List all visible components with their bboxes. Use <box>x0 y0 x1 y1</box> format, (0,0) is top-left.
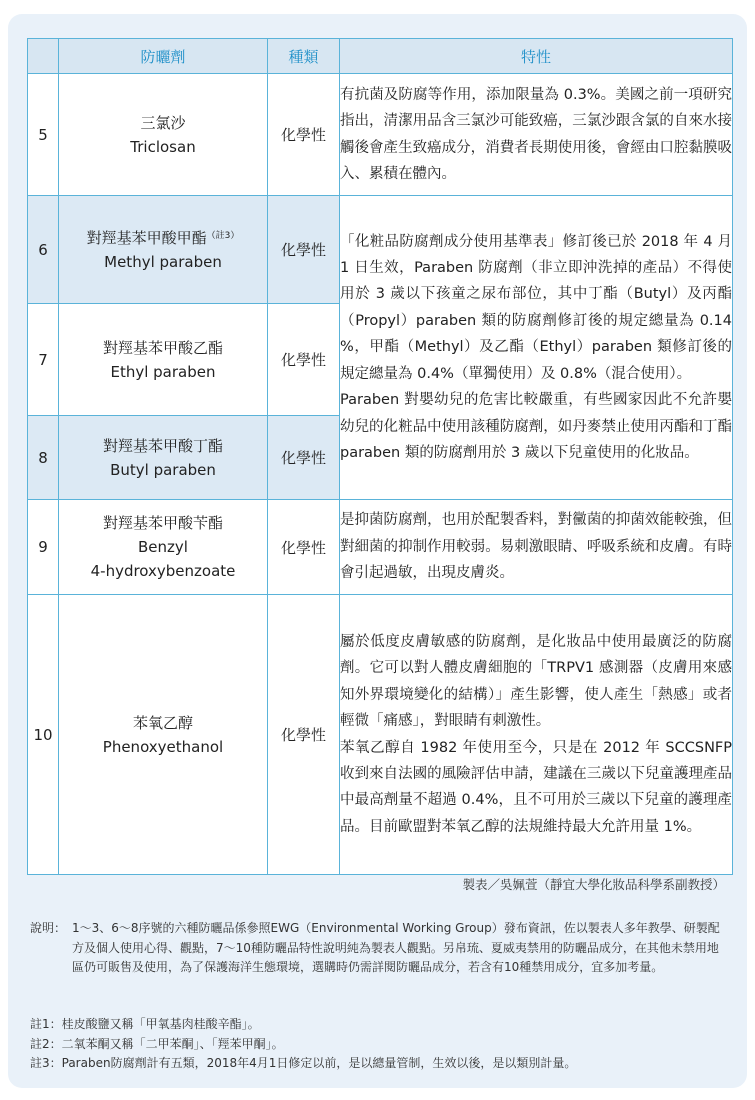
row-number: 5 <box>28 74 59 196</box>
sunscreen-table <box>27 38 733 875</box>
description-text-2: 苯氧乙醇自 1982 年使用至今，只是在 2012 年 SCCSNFP 收到來自法國的風險評估申請，建議在三歲以下兒童護理產品中最高劑量不超過 0.4%，且不可用於三歲以下兒童的護理產品。目前歐盟對苯氧乙醇的法規維持最大允許用量 1%。 <box>340 739 732 835</box>
sunscreen-type: 化學性 <box>268 304 340 416</box>
row-number: 8 <box>28 416 59 500</box>
name-chinese: 對羥基苯甲酸甲酯 <box>86 228 207 247</box>
name-chinese: 三氯沙 <box>140 113 186 132</box>
sunscreen-type: 化學性 <box>268 74 340 196</box>
name-chinese: 對羥基苯甲酸苄酯 <box>102 514 223 532</box>
name-chinese: 苯氧乙醇 <box>132 713 193 732</box>
name-english: Benzyl <box>138 538 188 556</box>
sunscreen-name <box>59 416 268 500</box>
table-row <box>28 500 733 595</box>
footnote-1: 註1：桂皮酸鹽又稱「甲氧基肉桂酸辛酯」。 <box>30 1017 260 1031</box>
footnote-3: 註3：Paraben防腐劑計有五類，2018年4月1日修定以前，是以總量管制，生效以後，是以類別計量。 <box>30 1056 577 1070</box>
description-text-2: Paraben 對嬰幼兒的危害比較嚴重，有些國家因此不允許嬰幼兒的化粧品中使用該種防腐劑，如丹麥禁止使用丙酯和丁酯 paraben 類的防腐劑用於 3 歲以下兒童使用的化妝品。 <box>340 392 732 461</box>
sunscreen-description <box>340 74 733 196</box>
name-english: Ethyl paraben <box>110 362 216 381</box>
name-english: Phenoxyethanol <box>102 737 224 756</box>
table-row <box>28 595 733 875</box>
footnote-2: 註2：二氧苯酮又稱「二甲苯酮」、「羥苯甲酮」。 <box>30 1036 284 1051</box>
name-english: Triclosan <box>130 137 196 156</box>
explanation-text: 1～3、6～8序號的六種防曬品係參照EWG（Environmental Working Group）發布資訊，佐以製表人多年教學、研製配方及個人使用心得、觀點，7～10種防曬品特性說明純為製表人觀點。另帛琉、夏威夷禁用的防曬品成分，在其他未禁用地區仍可販售及使用，為了保護海洋生態環境，選購時仍需詳閱防曬品成分，若含有10種禁用成分，宜多加考量。 <box>72 921 720 974</box>
name-chinese: 對羥基苯甲酸乙酯 <box>102 338 223 357</box>
table-credit: 製表／吳姵萱（靜宜大學化妝品科學系副教授） <box>462 877 725 892</box>
footnotes <box>30 1015 730 1074</box>
name-english: Butyl paraben <box>110 460 216 479</box>
table-row <box>28 196 733 304</box>
sunscreen-type: 化學性 <box>268 500 340 595</box>
paraben-description <box>340 196 733 500</box>
sunscreen-type: 化學性 <box>268 196 340 304</box>
row-number: 9 <box>28 500 59 595</box>
description-text: 屬於低度皮膚敏感的防腐劑，是化妝品中使用最廣泛的防腐劑。它可以對人體皮膚細胞的「TRPV1 感測器（皮膚用來感知外界環境變化的結構）」產生影響，使人產生「熱感」或者輕微「痛感」，對眼睛有刺激性。 <box>340 633 732 730</box>
sunscreen-name <box>59 304 268 416</box>
name-chinese: 對羥基苯甲酸丁酯 <box>102 436 223 455</box>
row-number: 7 <box>28 304 59 416</box>
header-number <box>28 39 59 74</box>
row-number: 6 <box>28 196 59 304</box>
footnote-ref: （註3） <box>206 230 240 241</box>
table-header-row <box>28 39 733 74</box>
explanation-label: 說明： <box>30 921 67 935</box>
header-properties: 特性 <box>340 39 733 74</box>
table-row <box>28 74 733 196</box>
sunscreen-name <box>59 196 268 304</box>
description-text: 「化粧品防腐劑成分使用基準表」修訂後已於 2018 年 4 月 1 日生效，Paraben 防腐劑（非立即沖洗掉的產品）不得使用於 3 歲以下孩童之尿布部位，其中丁酯（Butyl）及丙酯（Propyl）paraben 類的防腐劑修訂後的規定總量為 0.14 %，甲酯（Methyl）及乙酯（Ethyl）paraben 類修訂後的規定總量為 0.4%（單獨使用）及 0.8%（混合使用）。 <box>340 233 732 382</box>
row-number: 10 <box>28 595 59 875</box>
sunscreen-type: 化學性 <box>268 416 340 500</box>
name-english-2: 4-hydroxybenzoate <box>90 562 236 580</box>
sunscreen-name <box>59 500 268 595</box>
header-type: 種類 <box>268 39 340 74</box>
sunscreen-name <box>59 74 268 196</box>
sunscreen-description <box>340 500 733 595</box>
sunscreen-type: 化學性 <box>268 595 340 875</box>
explanation <box>30 919 730 978</box>
header-sunscreen: 防曬劑 <box>59 39 268 74</box>
description-text: 是抑菌防腐劑，也用於配製香料，對黴菌的抑菌效能較強，但對細菌的抑制作用較弱。易刺激眼睛、呼吸系統和皮膚。有時會引起過敏，出現皮膚炎。 <box>340 512 732 582</box>
name-english: Methyl paraben <box>104 252 222 271</box>
sunscreen-name <box>59 595 268 875</box>
description-text: 有抗菌及防腐等作用，添加限量為 0.3%。美國之前一項研究指出，清潔用品含三氯沙可能致癌，三氯沙跟含氯的自來水接觸後會產生致癌成分，消費者長期使用後，會經由口腔黏膜吸入、累積在體內。 <box>340 86 732 182</box>
sunscreen-description <box>340 595 733 875</box>
